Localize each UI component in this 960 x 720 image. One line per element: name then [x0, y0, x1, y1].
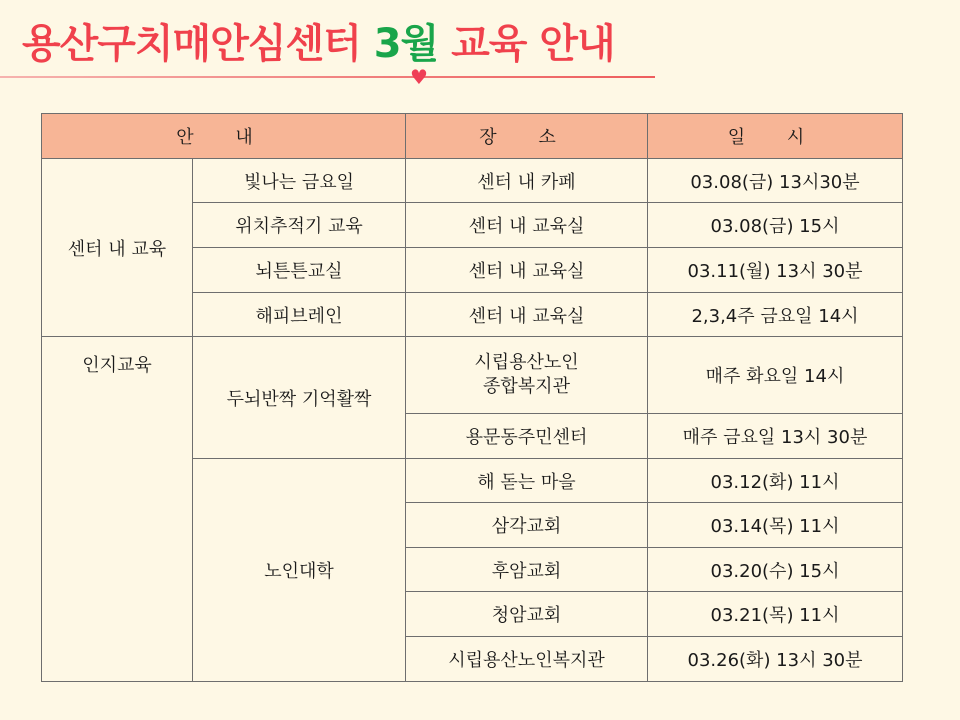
place-cell: 센터 내 카페: [406, 159, 648, 203]
table-header-row: [42, 114, 903, 159]
time-cell: 03.26(화) 13시 30분: [648, 637, 903, 682]
group-center-education: 센터 내 교육: [42, 159, 193, 337]
time-cell: 매주 화요일 14시: [648, 337, 903, 414]
place-line: 시립용산노인: [474, 352, 579, 373]
place-line: 종합복지관: [483, 376, 570, 397]
program-cell: 빛나는 금요일: [193, 159, 406, 203]
title-subject: 교육 안내: [451, 21, 615, 67]
time-cell: 매주 금요일 13시 30분: [648, 414, 903, 459]
place-cell: [406, 337, 648, 414]
place-cell: 해 돋는 마을: [406, 459, 648, 503]
place-cell: 센터 내 교육실: [406, 248, 648, 293]
time-cell: 03.20(수) 15시: [648, 548, 903, 592]
table-row: [42, 159, 903, 203]
place-cell: 삼각교회: [406, 503, 648, 548]
time-cell: 03.21(목) 11시: [648, 592, 903, 637]
title-center-name: 용산구치매안심센터: [22, 21, 361, 67]
schedule-table: [41, 113, 903, 682]
heart-icon: ♥: [410, 65, 428, 89]
header-time: 일 시: [648, 114, 903, 159]
place-cell: 센터 내 교육실: [406, 293, 648, 337]
header-guide: 안 내: [42, 114, 406, 159]
time-cell: 2,3,4주 금요일 14시: [648, 293, 903, 337]
title-month: 3월: [373, 21, 439, 67]
time-cell: 03.12(화) 11시: [648, 459, 903, 503]
table-row: [42, 337, 903, 414]
place-cell: 후암교회: [406, 548, 648, 592]
page-title: [22, 14, 615, 74]
header-place: 장 소: [406, 114, 648, 159]
program-cell: 뇌튼튼교실: [193, 248, 406, 293]
program-cell: 해피브레인: [193, 293, 406, 337]
time-cell: 03.14(목) 11시: [648, 503, 903, 548]
place-cell: 청암교회: [406, 592, 648, 637]
program-cell: 노인대학: [193, 459, 406, 682]
place-cell: 시립용산노인복지관: [406, 637, 648, 682]
time-cell: 03.08(금) 13시30분: [648, 159, 903, 203]
title-underline: [0, 76, 655, 78]
place-cell: 용문동주민센터: [406, 414, 648, 459]
group-cognitive-education: 인지교육: [42, 337, 193, 682]
place-cell: 센터 내 교육실: [406, 203, 648, 248]
program-cell: 위치추적기 교육: [193, 203, 406, 248]
time-cell: 03.08(금) 15시: [648, 203, 903, 248]
program-cell: 두뇌반짝 기억활짝: [193, 337, 406, 459]
time-cell: 03.11(월) 13시 30분: [648, 248, 903, 293]
